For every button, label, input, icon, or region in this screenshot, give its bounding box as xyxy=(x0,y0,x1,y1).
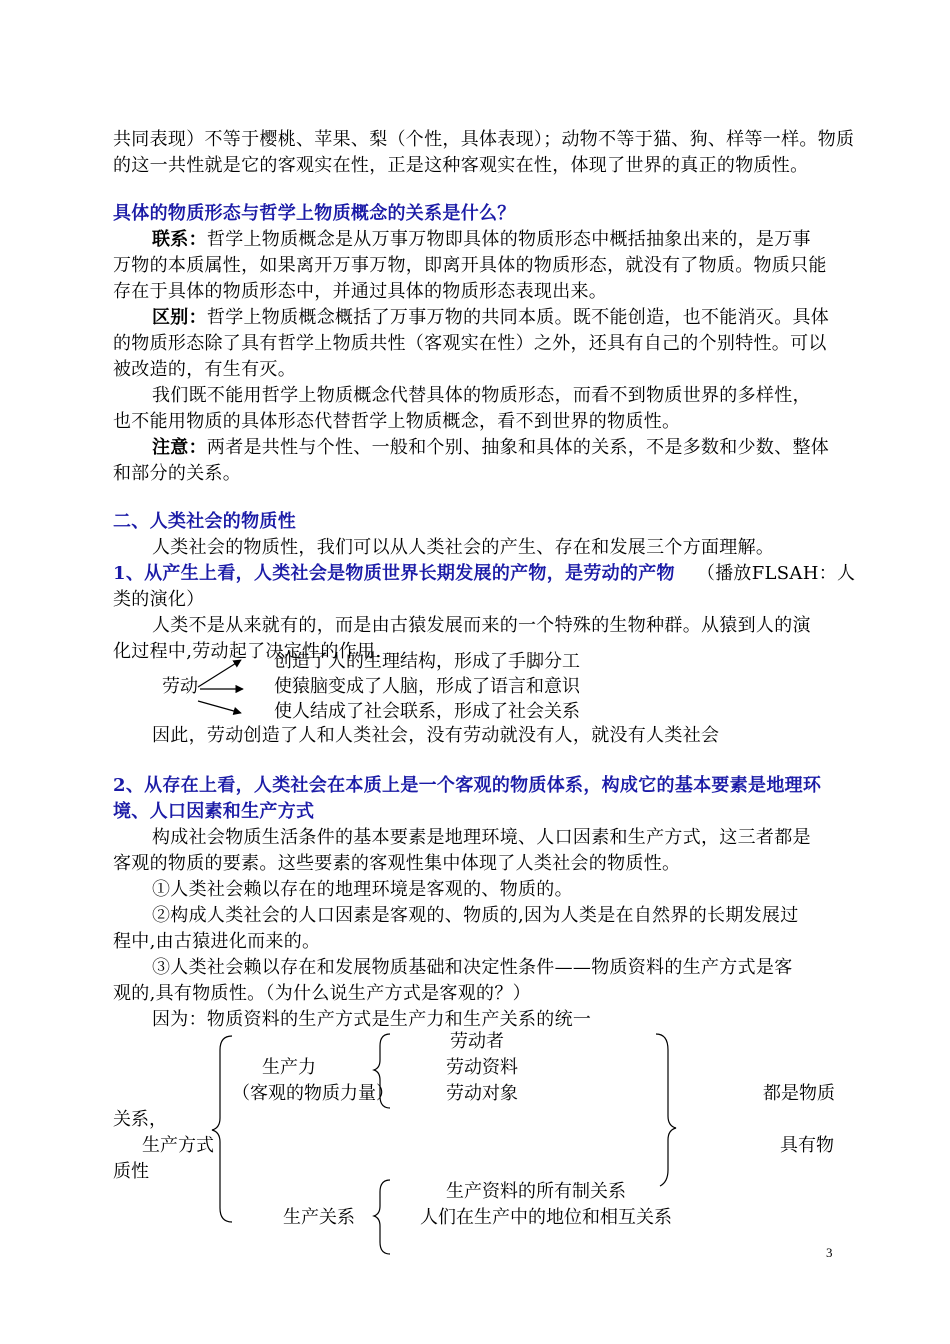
sec2-intro: 人类社会的物质性，我们可以从人类社会的产生、存在和发展三个方面理解。 xyxy=(152,537,775,558)
labor-item-2: 使猿脑变成了人脑，形成了语言和意识 xyxy=(274,676,580,697)
right-brace xyxy=(656,1034,676,1186)
p2-text-line-1: 构成社会物质生活条件的基本要素是地理环境、人口因素和生产方式，这三者都是 xyxy=(152,827,811,848)
p2-text-line-2: 客观的物质的要素。这些要素的客观性集中体现了人类社会的物质性。 xyxy=(113,853,681,874)
q1-para-line-2: 也不能用物质的具体形态代替哲学上物质概念，看不到世界的物质性。 xyxy=(113,411,681,432)
right-note-c: 具有物 xyxy=(780,1135,834,1156)
p1-conclusion: 因此，劳动创造了人和人类社会，没有劳动就没有人，就没有人类社会 xyxy=(152,725,720,746)
lianxi-line-3: 存在于具体的物质形态中，并通过具体的物质形态表现出来。 xyxy=(113,281,608,302)
p1-heading: 1、从产生上看，人类社会是物质世界长期发展的产物，是劳动的产物 xyxy=(113,563,675,584)
zhuyi-label: 注意： xyxy=(152,437,207,458)
p1-text-line-2: 化过程中,劳动起了决定性的作用. xyxy=(113,641,382,662)
item-1: ①人类社会赖以存在的地理环境是客观的、物质的。 xyxy=(152,879,573,900)
item-2-line-2: 程中,由古猿进化而来的。 xyxy=(113,931,321,952)
pf-brace xyxy=(374,1034,390,1108)
q1-heading: 具体的物质形态与哲学上物质概念的关系是什么？ xyxy=(113,203,516,224)
because-line: 因为：物质资料的生产方式是生产力和生产关系的统一 xyxy=(152,1009,592,1030)
mode-brace xyxy=(212,1036,232,1222)
zhuyi-text: 两者是共性与个性、一般和个别、抽象和具体的关系，不是多数和少数、整体 xyxy=(206,437,830,458)
qubie-label: 区别： xyxy=(152,307,207,328)
qubie-line-2: 的物质形态除了具有哲学上物质共性（客观实在性）之外，还具有自己的个别特性。可以 xyxy=(113,333,827,354)
labor-arrow-1 xyxy=(198,660,241,687)
qubie-line-3: 被改造的，有生有灭。 xyxy=(113,359,296,380)
right-note-b: 关系， xyxy=(113,1109,167,1130)
labor-item-1: 创造了人的生理结构，形成了手脚分工 xyxy=(274,651,580,672)
productive-force-note: （客观的物质力量） xyxy=(232,1083,394,1104)
qubie-text: 哲学上物质概念概括了万事万物的共同本质。既不能创造，也不能消灭。具体 xyxy=(206,307,830,328)
rel-item-2: 人们在生产中的地位和相互关系 xyxy=(420,1207,672,1228)
relations-label: 生产关系 xyxy=(283,1207,355,1228)
labor-arrow-3 xyxy=(198,701,241,713)
p1-text-line-1: 人类不是从来就有的，而是由古猿发展而来的一个特殊的生物种群。从猿到人的演 xyxy=(152,615,811,636)
page-number: 3 xyxy=(826,1245,833,1260)
pf-item-2: 劳动资料 xyxy=(446,1057,518,1078)
labor-label: 劳动 xyxy=(162,676,198,697)
intro-line-1: 共同表现）不等于樱桃、苹果、梨（个性，具体表现）；动物不等于猫、狗、样等一样。物质 xyxy=(113,129,855,150)
productive-force-label: 生产力 xyxy=(262,1057,316,1078)
pf-item-1: 劳动者 xyxy=(450,1031,504,1052)
right-note-d: 质性 xyxy=(113,1161,149,1182)
zhuyi-line-2: 和部分的关系。 xyxy=(113,463,242,484)
lianxi-line-2: 万物的本质属性，如果离开万事万物，即离开具体的物质形态，就没有了物质。物质只能 xyxy=(113,255,827,276)
right-note-a: 都是物质 xyxy=(763,1083,835,1104)
lianxi-text: 哲学上物质概念是从万事万物即具体的物质形态中概括抽象出来的，是万事 xyxy=(206,229,811,250)
q1-para-line-1: 我们既不能用哲学上物质概念代替具体的物质形态，而看不到物质世界的多样性， xyxy=(152,385,811,406)
item-2-line-1: ②构成人类社会的人口因素是客观的、物质的,因为人类是在自然界的长期发展过 xyxy=(152,905,799,926)
production-mode-label: 生产方式 xyxy=(142,1135,214,1156)
item-3-line-2: 观的,具有物质性。（为什么说生产方式是客观的？） xyxy=(113,983,531,1004)
labor-item-3: 使人结成了社会联系，形成了社会关系 xyxy=(274,701,580,722)
rel-brace xyxy=(374,1180,390,1254)
lianxi-label: 联系： xyxy=(152,229,207,250)
sec2-heading: 二、人类社会的物质性 xyxy=(113,511,296,532)
intro-line-2: 的这一共性就是它的客观实在性，正是这种客观实在性，体现了世界的真正的物质性。 xyxy=(113,155,809,176)
pf-item-3: 劳动对象 xyxy=(446,1083,518,1104)
item-3-line-1: ③人类社会赖以存在和发展物质基础和决定性条件——物质资料的生产方式是客 xyxy=(152,957,793,978)
p2-heading-line-2: 境、人口因素和生产方式 xyxy=(113,801,315,822)
p1-note-line-2: 类的演化） xyxy=(113,589,205,610)
p2-heading-line-1: 2、从存在上看，人类社会在本质上是一个客观的物质体系，构成它的基本要素是地理环 xyxy=(113,775,822,796)
rel-item-1: 生产资料的所有制关系 xyxy=(446,1181,626,1202)
p1-note: （播放FLSAH：人 xyxy=(696,563,856,584)
